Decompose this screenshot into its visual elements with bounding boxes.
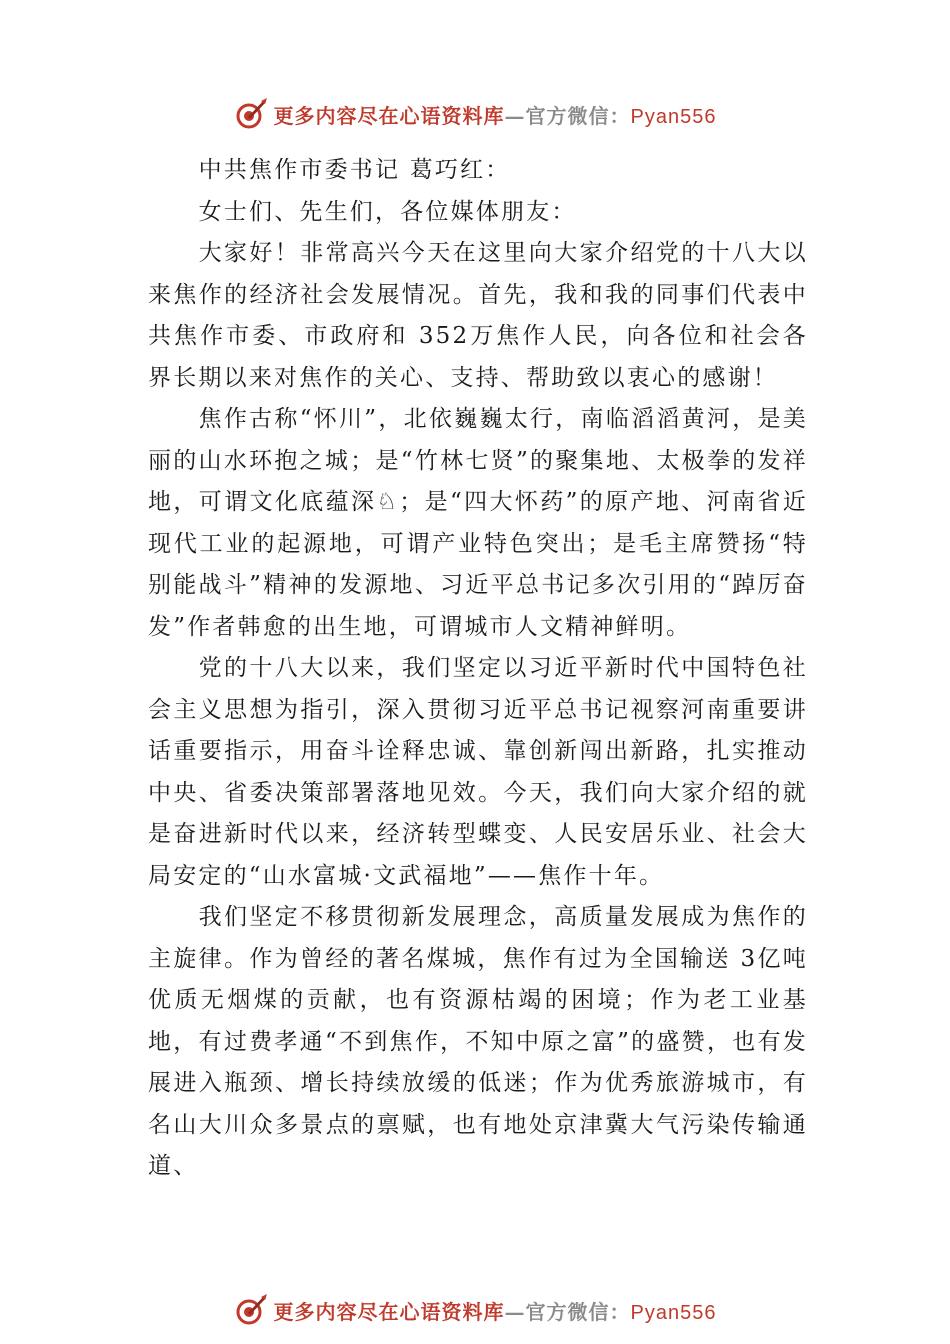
salutation: 女士们、先生们，各位媒体朋友：	[198, 198, 577, 225]
brand-label: 更多内容尽在心语资料库	[273, 103, 505, 128]
footer-banner	[0, 1290, 950, 1330]
wechat-id: Pyan556	[630, 1301, 717, 1324]
quill-pen-icon	[234, 97, 268, 131]
paragraph: 大家好！非常高兴今天在这里向大家介绍党的十八大以来焦作的经济社会发展情况。首先，我和我的同事们代表中共焦作市委、市政府和 352万焦作人民，向各位和社会各界长期以来对焦作的关心、支持、帮助致以衷心的感谢！	[148, 240, 808, 391]
separator: —	[504, 103, 526, 128]
paragraph: 我们坚定不移贯彻新发展理念，高质量发展成为焦作的主旋律。作为曾经的著名煤城，焦作有过为全国输送 3亿吨优质无烟煤的贡献，也有资源枯竭的困境；作为老工业基地，有过费孝通“不到焦作，不知中原之富”的盛赞，也有发展进入瓶颈、增长持续放缓的低迷；作为优秀旅游城市，有名山大川众多景点的禀赋，也有地处京津冀大气污染传输通道、	[148, 904, 808, 1179]
document-body	[148, 150, 808, 1188]
footer-banner-text	[274, 1296, 717, 1325]
official-label: 官方微信：	[525, 1299, 631, 1324]
header-banner-text	[274, 100, 717, 129]
brand-label: 更多内容尽在心语资料库	[273, 1299, 505, 1324]
official-label: 官方微信：	[525, 103, 631, 128]
header-banner	[0, 94, 950, 134]
paragraph: 焦作古称“怀川”，北依巍巍太行，南临滔滔黄河，是美丽的山水环抱之城；是“竹林七贤”的聚集地、太极拳的发祥地，可谓文化底蕴深♘；是“四大怀药”的原产地、河南省近现代工业的起源地，可谓产业特色突出；是毛主席赞扬“特别能战斗”精神的发源地、习近平总书记多次引用的“踔厉奋发”作者韩愈的出生地，可谓城市人文精神鲜明。	[148, 406, 808, 640]
wechat-id: Pyan556	[630, 105, 717, 128]
paragraph: 党的十八大以来，我们坚定以习近平新时代中国特色社会主义思想为指引，深入贯彻习近平总书记视察河南重要讲话重要指示，用奋斗诠释忠诚、靠创新闯出新路，扎实推动中央、省委决策部署落地见效。今天，我们向大家介绍的就是奋进新时代以来，经济转型蝶变、人民安居乐业、社会大局安定的“山水富城·文武福地”——焦作十年。	[148, 655, 808, 889]
speaker-line: 中共焦作市委书记 葛巧红：	[198, 157, 511, 183]
separator: —	[504, 1299, 526, 1324]
quill-pen-icon	[234, 1293, 268, 1327]
